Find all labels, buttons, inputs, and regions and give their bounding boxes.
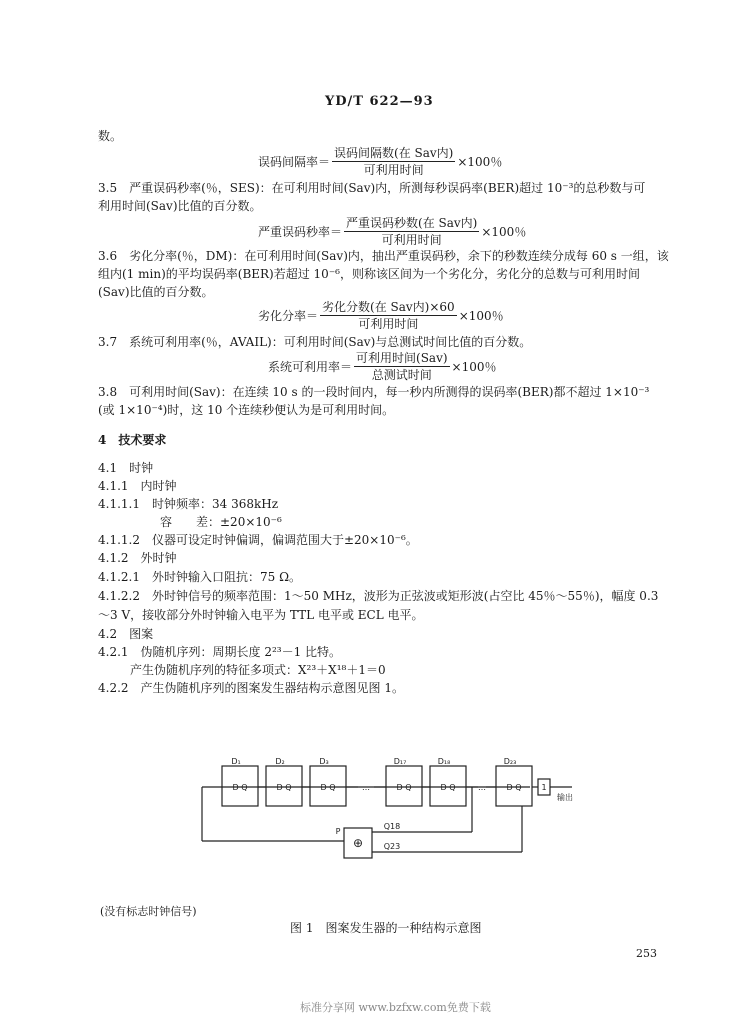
reg-label-d1: D₁: [231, 757, 241, 766]
reg-label-d3: D₃: [319, 757, 329, 766]
reg-dq: D Q: [440, 783, 456, 792]
formula-ses: [258, 216, 526, 247]
reg-dq: D Q: [232, 783, 248, 792]
figure-caption: 图 1 图案发生器的一种结构示意图: [290, 921, 482, 935]
item-4-2-2: 4.2.2 产生伪随机序列的图案发生器结构示意图见图 1。: [98, 681, 404, 695]
formula-tail: ×100％: [451, 360, 497, 374]
reg-label-d17: D₁₇: [393, 757, 407, 766]
formula-tail: ×100％: [457, 155, 503, 169]
formula-denominator: 可利用时间: [358, 317, 419, 331]
formula-denominator: 可利用时间: [381, 233, 442, 247]
xor-symbol: ⊕: [352, 836, 364, 850]
item-4-1-2-1: 4.1.2.1 外时钟输入口阻抗：75 Ω。: [98, 570, 302, 584]
reg-label-d18: D₁₈: [437, 757, 451, 766]
page-header: YD/T 622—93: [325, 94, 434, 109]
q23-label: Q23: [383, 842, 401, 851]
formula-lhs: 误码间隔率＝: [258, 155, 331, 169]
reg-dq: D Q: [320, 783, 336, 792]
item-4-1-1: 4.1.1 内时钟: [98, 479, 177, 493]
formula-denominator: 可利用时间: [363, 163, 424, 177]
figure-1-diagram: [180, 752, 740, 892]
footer-watermark[interactable]: 标准分享网 www.bzfxw.com免费下载: [300, 1001, 491, 1014]
figure-note: (没有标志时钟信号): [100, 905, 197, 918]
formula-numerator: 误码间隔数(在 Sav内): [334, 146, 454, 160]
formula-error-interval: [258, 146, 502, 177]
para-3-6-line3: (Sav)比值的百分数。: [98, 285, 214, 299]
formula-lhs: 系统可利用率＝: [268, 360, 353, 374]
item-4-1-2-2-line2: ～3 V，接收部分外时钟输入电平为 TTL 电平或 ECL 电平。: [98, 608, 424, 622]
buffer-label: 1: [541, 783, 547, 792]
reg-label-d23: D₂₃: [503, 757, 517, 766]
para-3-5-line2: 利用时间(Sav)比值的百分数。: [98, 199, 262, 213]
item-polynomial: 产生伪随机序列的特征多项式：X²³＋X¹⁸＋1＝0: [130, 663, 386, 677]
p-label: P: [335, 827, 341, 836]
reg-dq: D Q: [506, 783, 522, 792]
formula-numerator: 严重误码秒数(在 Sav内): [346, 216, 478, 230]
para-3-6-line1: 3.6 劣化分率(％，DM)：在可利用时间(Sav)内，抽出严重误码秒，余下的秒数连续分成每 60 s 一组，该: [98, 249, 669, 263]
para-3-5-line1: 3.5 严重误码秒率(％，SES)：在可利用时间(Sav)内，所测每秒误码率(BER)超过 10⁻³的总秒数与可: [98, 181, 646, 195]
para-3-6-line2: 组内(1 min)的平均误码率(BER)若超过 10⁻⁶，则称该区间为一个劣化分，劣化分的总数与可利用时间: [98, 267, 640, 281]
para-3-7: 3.7 系统可利用率(％，AVAIL)：可利用时间(Sav)与总测试时间比值的百分数。: [98, 335, 532, 349]
formula-dm: [258, 300, 504, 331]
formula-denominator: 总测试时间: [371, 368, 432, 382]
item-4-1: 4.1 时钟: [98, 461, 154, 475]
section-4-heading: 4 技术要求: [98, 433, 167, 447]
dots: …: [478, 783, 486, 792]
formula-numerator: 劣化分数(在 Sav内)×60: [322, 300, 455, 314]
q18-label: Q18: [383, 822, 401, 831]
item-4-1-1-1: 4.1.1.1 时钟频率：34 368kHz: [98, 497, 279, 511]
page-number: 253: [636, 947, 657, 960]
para-3-8-line2: (或 1×10⁻⁴)时，这 10 个连续秒便认为是可利用时间。: [98, 403, 395, 417]
formula-avail: [268, 351, 497, 382]
item-4-1-2: 4.1.2 外时钟: [98, 551, 177, 565]
output-label: 输出: [557, 793, 573, 802]
item-4-2: 4.2 图案: [98, 627, 154, 641]
item-4-1-2-2-line1: 4.1.2.2 外时钟信号的频率范围：1～50 MHz，波形为正弦波或矩形波(占空比 45％～55％)，幅度 0.3: [98, 589, 659, 603]
item-4-2-1: 4.2.1 伪随机序列：周期长度 2²³－1 比特。: [98, 645, 342, 659]
formula-numerator: 可利用时间(Sav): [356, 351, 448, 365]
reg-dq: D Q: [396, 783, 412, 792]
item-4-1-1-2: 4.1.1.2 仪器可设定时钟偏调，偏调范围大于±20×10⁻⁶。: [98, 533, 418, 547]
reg-label-d2: D₂: [275, 757, 285, 766]
dots: …: [362, 783, 370, 792]
para-3-8-line1: 3.8 可利用时间(Sav)：在连续 10 s 的一段时间内，每一秒内所测得的误码率(BER)都不超过 1×10⁻³: [98, 385, 650, 399]
text-line: 数。: [98, 129, 123, 143]
formula-lhs: 严重误码秒率＝: [258, 225, 343, 239]
reg-dq: D Q: [276, 783, 292, 792]
formula-tail: ×100％: [481, 225, 527, 239]
formula-lhs: 劣化分率＝: [258, 309, 319, 323]
item-tolerance: 容 差：±20×10⁻⁶: [160, 515, 282, 529]
formula-tail: ×100％: [458, 309, 504, 323]
